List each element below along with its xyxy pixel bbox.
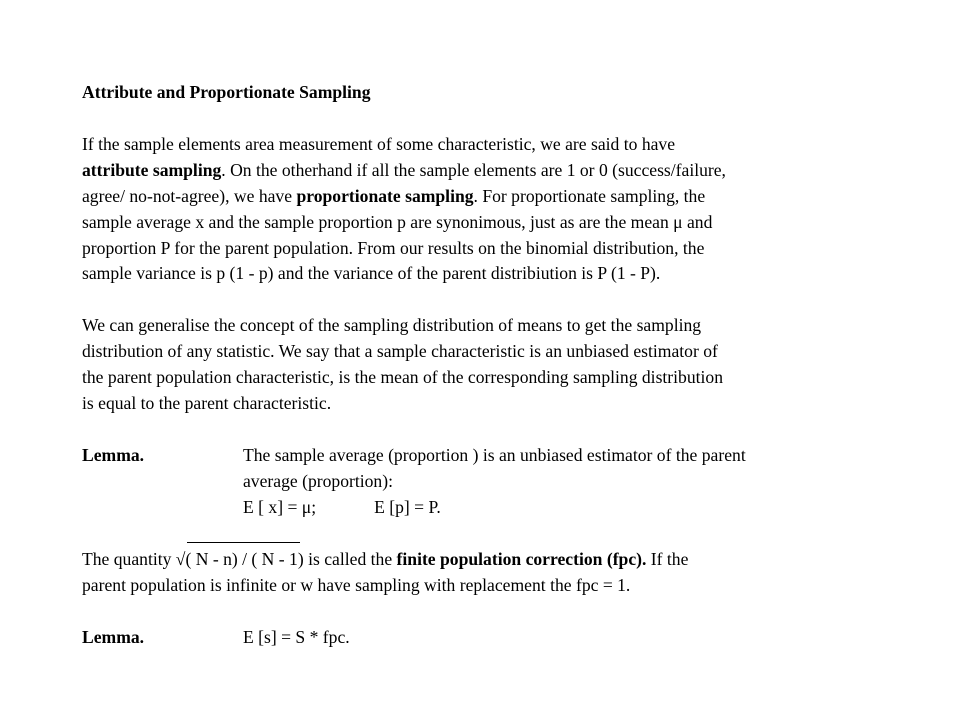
para1-line-2-text: . On the otherhand if all the sample elements are 1 or 0 (success/failure,: [221, 159, 726, 180]
para1-line-1: If the sample elements area measurement of some characteristic, we are said to have: [82, 133, 676, 154]
paragraph-attribute-sampling: [82, 132, 882, 287]
lemma-2-label: Lemma.: [82, 626, 145, 647]
para3-line-1-text-b: is called the: [303, 548, 397, 569]
sqrt-expression: [185, 547, 303, 573]
lemma-1-equations: [243, 495, 882, 521]
para3-line-1-text-c: If the: [646, 548, 689, 569]
para3-line-2: parent population is infinite or w have sampling with replacement the fpc = 1.: [82, 574, 631, 595]
para1-line-5: proportion P for the parent population. From our results on the binomial distribution, the: [82, 237, 705, 258]
lemma-expected-s: [82, 625, 882, 651]
term-attribute-sampling: attribute sampling: [82, 159, 222, 180]
lemma-1-body: [243, 443, 882, 521]
paragraph-fpc: [82, 547, 882, 599]
lemma-1-line-1: The sample average (proportion ) is an unbiased estimator of the parent: [243, 444, 746, 465]
para1-line-3-text-c: . For proportionate sampling, the: [473, 185, 706, 206]
document-page: [82, 80, 882, 676]
sqrt-argument: ( N - n) / ( N - 1): [185, 548, 304, 569]
lemma-1-line-2: average (proportion):: [243, 470, 393, 491]
para1-line-3: [82, 184, 882, 210]
equation-expected-p: E [p] = P.: [374, 496, 441, 517]
paragraph-sampling-distribution: [82, 313, 882, 417]
para2-line-4: is equal to the parent characteristic.: [82, 393, 332, 414]
sqrt-overline: [187, 542, 299, 543]
equation-expected-x: E [ x] = μ;: [243, 496, 317, 517]
para1-line-6: sample variance is p (1 - p) and the variance of the parent distribiution is P (1 - P).: [82, 263, 661, 284]
equation-expected-s: E [s] = S * fpc.: [243, 626, 350, 647]
para3-line-1-text-a: The quantity √: [82, 548, 186, 569]
para2-line-1: We can generalise the concept of the sampling distribution of means to get the sampling: [82, 315, 702, 336]
term-proportionate-sampling: proportionate sampling: [296, 185, 474, 206]
para1-line-3-text-a: agree/ no-not-agree), we have: [82, 185, 297, 206]
para2-line-3: the parent population characteristic, is the mean of the corresponding sampling distribution: [82, 367, 724, 388]
para1-line-2: [82, 158, 882, 184]
para3-line-1: [82, 547, 882, 573]
lemma-unbiased-estimator: [82, 443, 882, 521]
document-title: Attribute and Proportionate Sampling: [82, 82, 371, 102]
para1-line-4: sample average x and the sample proportion p are synonimous, just as are the mean μ and: [82, 211, 713, 232]
term-fpc: finite population correction (fpc).: [396, 548, 647, 569]
para2-line-2: distribution of any statistic. We say that a sample characteristic is an unbiased estimator of: [82, 341, 718, 362]
lemma-1-label: Lemma.: [82, 444, 145, 465]
lemma-2-body: [243, 625, 882, 651]
